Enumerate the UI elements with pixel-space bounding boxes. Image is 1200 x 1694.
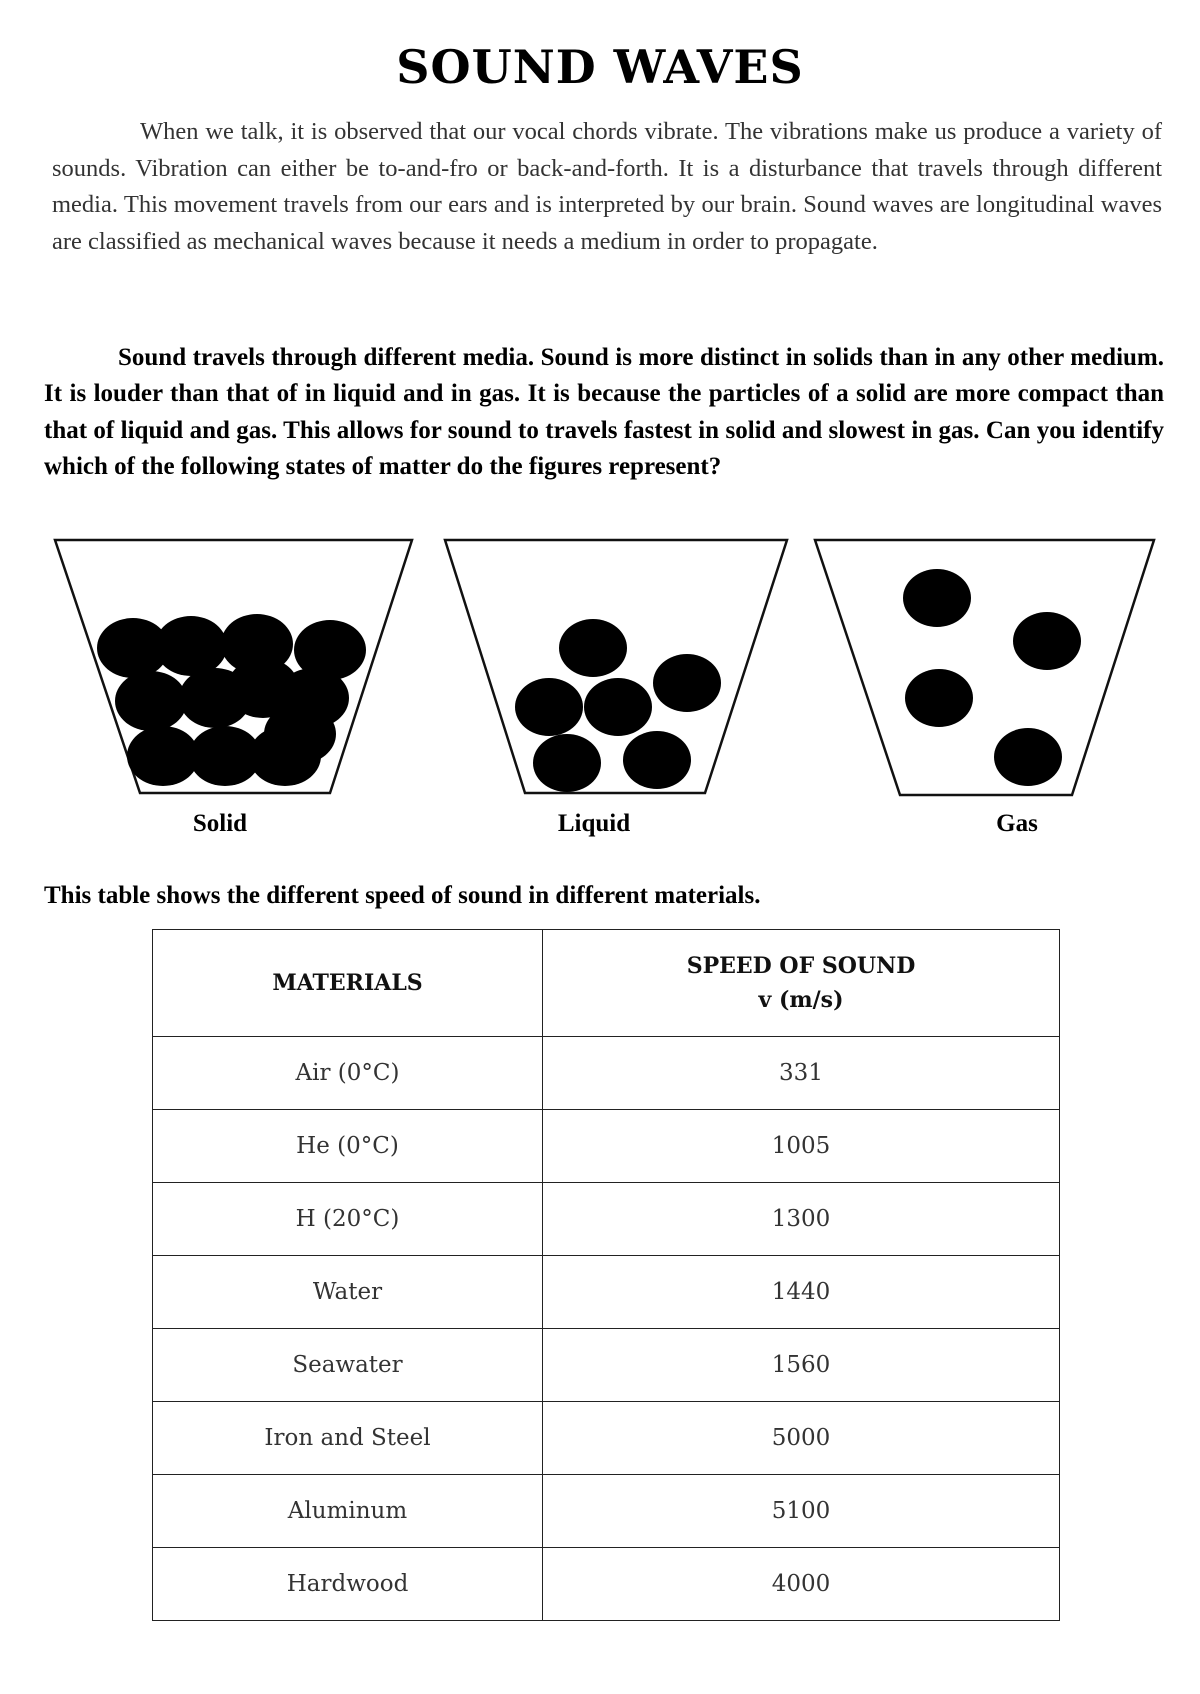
intro-paragraph: When we talk, it is observed that our vocal chords vibrate. The vibrations make us produce a variety of sounds. Vibration can either be to-and-fro or back-and-forth. It is a disturbance that travels through different media. This movement travels from our ears and is interpreted by our brain. Sound waves are longitudinal waves are classified as mechanical waves because it needs a medium in order to propagate. bbox=[52, 118, 1162, 255]
material-cell: He (0°C) bbox=[153, 1110, 543, 1183]
speed-cell: 1005 bbox=[543, 1110, 1060, 1183]
table-header-row bbox=[153, 930, 1060, 1037]
gas-label: Gas bbox=[996, 810, 1038, 837]
liquid-container bbox=[445, 540, 787, 793]
speed-cell: 1440 bbox=[543, 1256, 1060, 1329]
table-row bbox=[153, 1256, 1060, 1329]
speed-of-sound-table bbox=[152, 929, 1060, 1621]
material-cell: H (20°C) bbox=[153, 1183, 543, 1256]
solid-container bbox=[55, 540, 412, 793]
speed-cell: 331 bbox=[543, 1037, 1060, 1110]
speed-cell: 1560 bbox=[543, 1329, 1060, 1402]
speed-cell: 5100 bbox=[543, 1475, 1060, 1548]
media-paragraph: Sound travels through different media. Sound is more distinct in solids than in any other medium. It is louder than that of in liquid and in gas. It is because the particles of a solid are more compact than that of liquid and gas. This allows for sound to travels fastest in solid and slowest in gas. Can you identify which of the following states of matter do the figures represent? bbox=[44, 344, 1164, 480]
page-title: SOUND WAVES bbox=[396, 40, 804, 94]
material-cell: Aluminum bbox=[153, 1475, 543, 1548]
gas-container bbox=[815, 540, 1154, 795]
table-row bbox=[153, 1110, 1060, 1183]
speed-cell: 4000 bbox=[543, 1548, 1060, 1621]
material-cell: Iron and Steel bbox=[153, 1402, 543, 1475]
states-of-matter-figure bbox=[0, 530, 1200, 860]
table-intro: This table shows the different speed of sound in different materials. bbox=[44, 882, 761, 909]
material-cell: Hardwood bbox=[153, 1548, 543, 1621]
material-cell: Air (0°C) bbox=[153, 1037, 543, 1110]
liquid-label: Liquid bbox=[557, 810, 631, 837]
table-row bbox=[153, 1037, 1060, 1110]
material-cell: Seawater bbox=[153, 1329, 543, 1402]
table-row bbox=[153, 1548, 1060, 1621]
table-row bbox=[153, 1402, 1060, 1475]
table-row bbox=[153, 1183, 1060, 1256]
material-cell: Water bbox=[153, 1256, 543, 1329]
header-speed-line2: v (m/s) bbox=[758, 987, 844, 1013]
solid-label: Solid bbox=[192, 810, 248, 837]
speed-cell: 5000 bbox=[543, 1402, 1060, 1475]
speed-cell: 1300 bbox=[543, 1183, 1060, 1256]
header-speed-line1: SPEED OF SOUND bbox=[686, 953, 916, 979]
table-row bbox=[153, 1329, 1060, 1402]
header-materials: MATERIALS bbox=[153, 930, 543, 1037]
header-speed bbox=[543, 930, 1060, 1037]
table-row bbox=[153, 1475, 1060, 1548]
